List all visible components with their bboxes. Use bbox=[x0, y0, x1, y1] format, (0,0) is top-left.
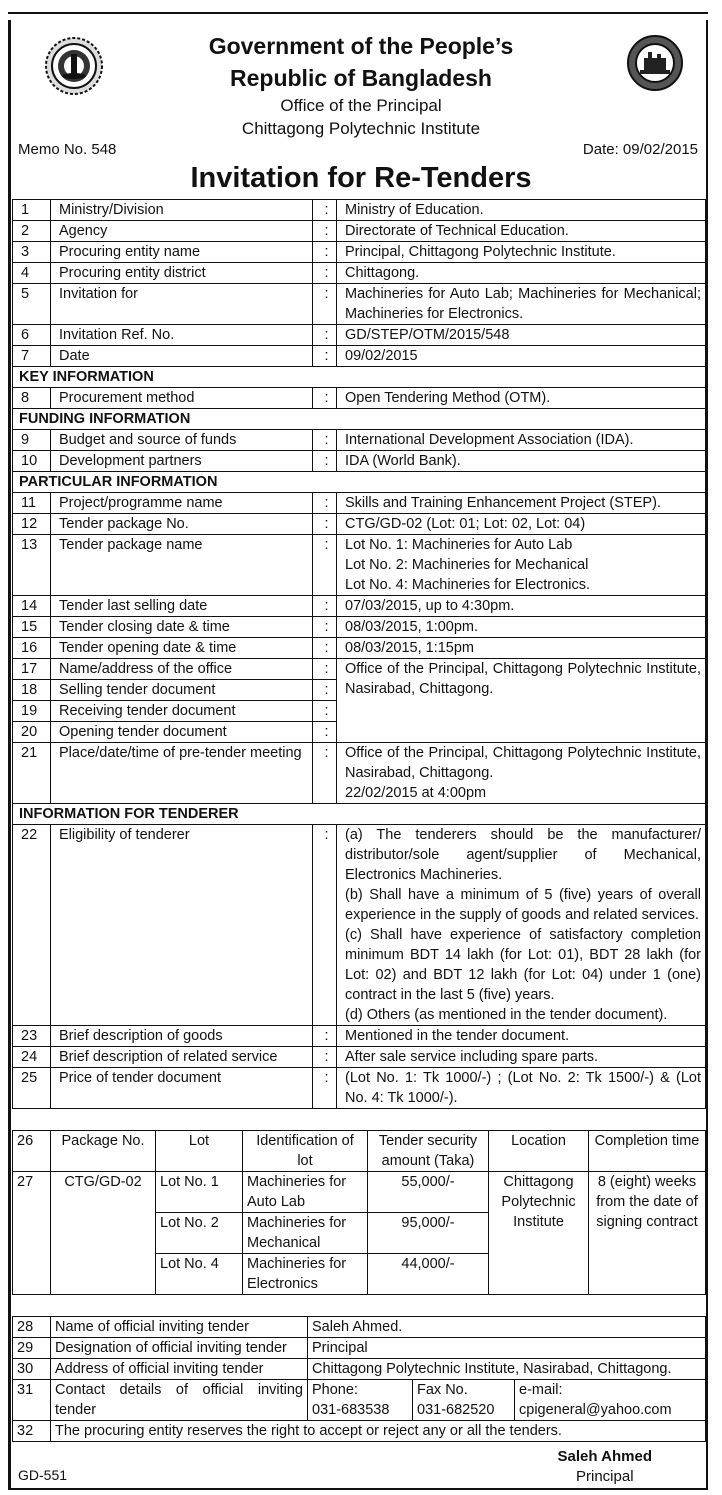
row-number: 1 bbox=[13, 200, 51, 221]
security-cell: 55,000/- bbox=[368, 1172, 489, 1213]
table-row: 8 Procurement method : Open Tendering Method (OTM). bbox=[13, 388, 706, 409]
table-row: 15 Tender closing date & time : 08/03/2015, 1:00pm. bbox=[13, 617, 706, 638]
table-row: 23 Brief description of goods : Mentioned in the tender document. bbox=[13, 1026, 706, 1047]
page-title: Invitation for Re-Tenders bbox=[190, 162, 532, 194]
header-line-2: Republic of Bangladesh bbox=[230, 65, 492, 91]
table-row: 29 Designation of official inviting tender Principal bbox=[13, 1338, 706, 1359]
table-row: 10 Development partners : IDA (World Bank). bbox=[13, 451, 706, 472]
row-value: Ministry of Education. bbox=[337, 200, 706, 221]
phone-number: 031-683538 bbox=[312, 1402, 390, 1418]
table-row: 12 Tender package No. : CTG/GD-02 (Lot: 01; Lot: 02, Lot: 04) bbox=[13, 514, 706, 535]
table-header-row: 26 Package No. Lot Identification of lot Tender security amount (Taka) Location Completion time bbox=[13, 1131, 706, 1172]
table-row: 20 Opening tender document : bbox=[13, 722, 706, 743]
table-row: 7 Date : 09/02/2015 bbox=[13, 346, 706, 367]
header-line-1: Government of the People’s bbox=[208, 33, 514, 59]
header-office: Office of the Principal bbox=[280, 96, 442, 115]
section-heading: INFORMATION FOR TENDERER bbox=[13, 804, 706, 825]
footer-code: GD-551 bbox=[18, 1467, 68, 1483]
header-institute: Chittagong Polytechnic Institute bbox=[241, 119, 481, 138]
table-row: 30 Address of official inviting tender Chittagong Polytechnic Institute, Nasirabad, Chittagong. bbox=[13, 1359, 706, 1380]
table-row: 19 Receiving tender document : bbox=[13, 701, 706, 722]
table-row: 11 Project/programme name : Skills and Training Enhancement Project (STEP). bbox=[13, 493, 706, 514]
official-table bbox=[12, 1316, 706, 1442]
table-row: 18 Selling tender document : bbox=[13, 680, 706, 701]
lots-table bbox=[12, 1130, 706, 1295]
table-row: 25 Price of tender document : (Lot No. 1: Tk 1000/-) ; (Lot No. 2: Tk 1500/-) & (Lot No. 4: Tk 1000/-). bbox=[13, 1068, 706, 1109]
table-row: 14 Tender last selling date : 07/03/2015, up to 4:30pm. bbox=[13, 596, 706, 617]
fax-number: 031-682520 bbox=[417, 1402, 495, 1418]
table-row: 13 Tender package name : Lot No. 1: Machineries for Auto Lab Lot No. 2: Machineries for Mechanical Lot No. 4: Machineries for Electronics. bbox=[13, 535, 706, 596]
table-row: 27 CTG/GD-02 Lot No. 1 Machineries for Auto Lab 55,000/- Chittagong Polytechnic Institute 8 (eight) weeks from the date of signing contract bbox=[13, 1172, 706, 1213]
table-row: 21 Place/date/time of pre-tender meeting : Office of the Principal, Chittagong Polytechnic Institute, Nasirabad, Chittagong. 22/02/2015 at 4:00pm bbox=[13, 743, 706, 804]
section-heading: PARTICULAR INFORMATION bbox=[13, 472, 706, 493]
table-row: 2 Agency : Directorate of Technical Education. bbox=[13, 221, 706, 242]
signatory-name: Saleh Ahmed bbox=[557, 1448, 652, 1465]
memo-date: Date: 09/02/2015 bbox=[582, 141, 698, 158]
table-row: 28 Name of official inviting tender Saleh Ahmed. bbox=[13, 1317, 706, 1338]
table-row: 32 The procuring entity reserves the right to accept or reject any or all the tenders. bbox=[13, 1421, 706, 1442]
ident-cell: Machineries for Auto Lab bbox=[243, 1172, 368, 1213]
table-row: Lot No. 4 Machineries for Electronics 44,000/- bbox=[13, 1254, 706, 1295]
table-row: 4 Procuring entity district : Chittagong. bbox=[13, 263, 706, 284]
table-row: 17 Name/address of the office : Office of the Principal, Chittagong Polytechnic Institute, Nasirabad, Chittagong. bbox=[13, 659, 706, 680]
table-row: 22 Eligibility of tenderer : (a) The tenderers should be the manufacturer/ distributor/sole agent/supplier of Mechanical, Electronics Machineries. (b) Shall have a minimum of 5 (five) years of overall experience in the supply of goods and related services. (c) Shall have experience of satisfactory completion minimum BDT 14 lakh (for Lot: 01), BDT 28 lakh (for Lot: 02) and BDT 12 lakh (for Lot: 04) under 1 (one) contract in the last 5 (five) years. (d) Others (as mentioned in the tender document). bbox=[13, 825, 706, 1026]
table-row: 24 Brief description of related service : After sale service including spare parts. bbox=[13, 1047, 706, 1068]
lot-cell: Lot No. 1 bbox=[156, 1172, 243, 1213]
row-label: Ministry/Division bbox=[51, 200, 313, 221]
table-row: 5 Invitation for : Machineries for Auto Lab; Machineries for Mechanical; Machineries for Electronics. bbox=[13, 284, 706, 325]
table-row: 31 Contact details of official inviting tender Phone: 031-683538 Fax No. 031-682520 e-mail: cpigeneral@yahoo.com bbox=[13, 1380, 706, 1421]
table-row: 9 Budget and source of funds : International Development Association (IDA). bbox=[13, 430, 706, 451]
signatory-designation: Principal bbox=[576, 1468, 634, 1485]
section-heading: KEY INFORMATION bbox=[13, 367, 706, 388]
memo-number: Memo No. 548 bbox=[18, 141, 117, 158]
email-address: e-mail: cpigeneral@yahoo.com bbox=[515, 1380, 706, 1421]
top-border bbox=[8, 12, 708, 14]
table-row: 6 Invitation Ref. No. : GD/STEP/OTM/2015/548 bbox=[13, 325, 706, 346]
table-row: 1 Ministry/Division : Ministry of Education. bbox=[13, 200, 706, 221]
tender-info-table bbox=[12, 199, 706, 1109]
section-heading: FUNDING INFORMATION bbox=[13, 409, 706, 430]
table-row: 16 Tender opening date & time : 08/03/2015, 1:15pm bbox=[13, 638, 706, 659]
table-row: Lot No. 2 Machineries for Mechanical 95,000/- bbox=[13, 1213, 706, 1254]
signature-block bbox=[558, 1447, 652, 1487]
table-row: 3 Procuring entity name : Principal, Chittagong Polytechnic Institute. bbox=[13, 242, 706, 263]
